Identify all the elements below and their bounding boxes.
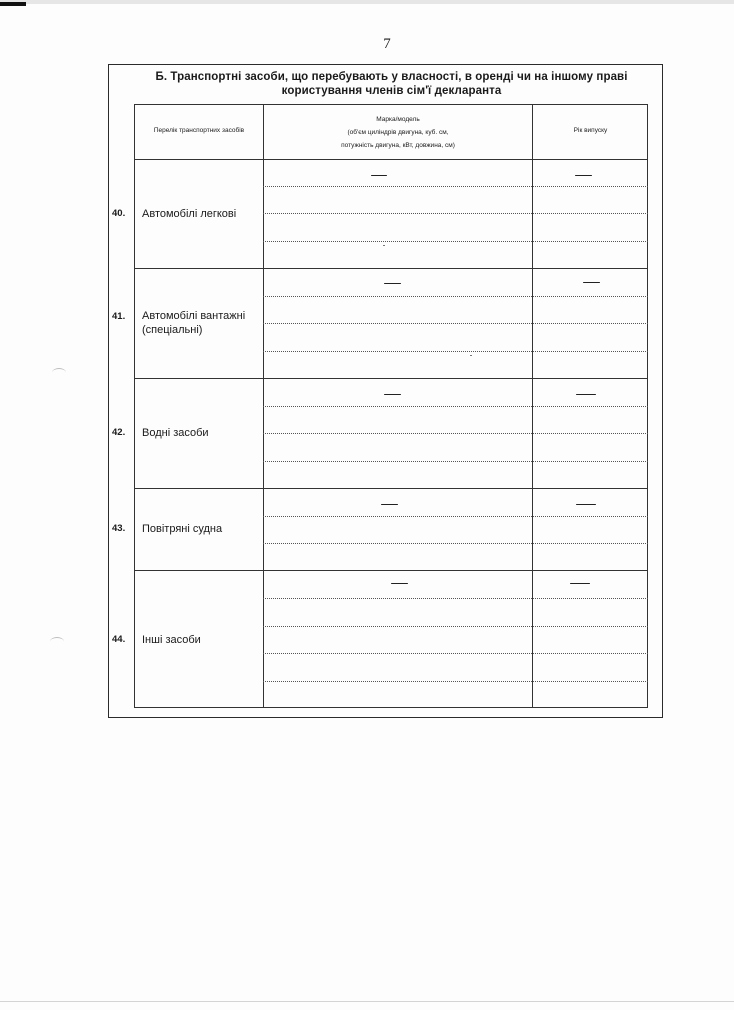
scan-corner-mark bbox=[0, 2, 26, 6]
handwritten-dash-model bbox=[391, 583, 408, 584]
sub-row-line bbox=[263, 626, 648, 627]
sub-row-line bbox=[263, 213, 648, 214]
handwritten-dash-model bbox=[371, 175, 387, 176]
row-number: 42. bbox=[112, 427, 126, 438]
row-label-passenger-cars: Автомобілі легкові bbox=[142, 208, 237, 220]
header-separator bbox=[134, 159, 648, 160]
sub-row-line bbox=[263, 241, 648, 242]
handwritten-dash-year bbox=[575, 175, 592, 176]
handwritten-dash-model bbox=[384, 283, 401, 284]
row-group-separator bbox=[134, 268, 648, 269]
scan-speck bbox=[470, 355, 472, 356]
row-label-trucks-line-1: Автомобілі вантажні bbox=[142, 310, 246, 322]
sub-row-line bbox=[263, 323, 648, 324]
handwritten-dash-year bbox=[583, 282, 600, 283]
header-make-model bbox=[264, 113, 532, 152]
handwritten-dash-year bbox=[576, 394, 596, 395]
section-title bbox=[124, 70, 659, 98]
sub-row-line bbox=[263, 351, 648, 352]
margin-arc-mark bbox=[50, 637, 64, 646]
handwritten-dash-year bbox=[570, 583, 590, 584]
header-list-of-vehicles: Перелік транспортних засобів bbox=[153, 127, 245, 134]
row-label-other-vehicles: Інші засоби bbox=[142, 634, 201, 646]
scan-top-edge bbox=[0, 0, 734, 4]
scan-speck bbox=[383, 245, 385, 246]
row-number: 44. bbox=[112, 634, 126, 645]
scan-bottom-edge bbox=[0, 1001, 734, 1002]
sub-row-line bbox=[263, 653, 648, 654]
header-make-model-line-2: (об'єм циліндрів двигуна, куб. см, bbox=[347, 129, 449, 136]
row-group-separator bbox=[134, 488, 648, 489]
sub-row-line bbox=[263, 681, 648, 682]
section-title-line-2: користування членів сім'ї декларанта bbox=[281, 85, 502, 97]
row-group-separator bbox=[134, 378, 648, 379]
row-number: 43. bbox=[112, 523, 126, 534]
handwritten-dash-model bbox=[381, 504, 398, 505]
row-label-aircraft: Повітряні судна bbox=[142, 523, 223, 535]
handwritten-dash-year bbox=[576, 504, 596, 505]
sub-row-line bbox=[263, 598, 648, 599]
header-make-model-line-1: Марка/модель bbox=[376, 116, 420, 123]
sub-row-line bbox=[263, 406, 648, 407]
row-label-water-vessels: Водні засоби bbox=[142, 427, 209, 439]
margin-arc-mark bbox=[52, 368, 66, 377]
header-make-model-line-3: потужність двигуна, кВт, довжина, см) bbox=[341, 142, 455, 149]
sub-row-line bbox=[263, 543, 648, 544]
row-number: 40. bbox=[112, 208, 126, 219]
sub-row-line bbox=[263, 461, 648, 462]
header-year: Рік випуску bbox=[573, 127, 608, 134]
page-number: 7 bbox=[383, 36, 391, 52]
sub-row-line bbox=[263, 433, 648, 434]
row-number: 41. bbox=[112, 311, 126, 322]
sub-row-line bbox=[263, 516, 648, 517]
sub-row-line bbox=[263, 296, 648, 297]
section-title-line-1: Б. Транспортні засоби, що перебувають у власності, в оренді чи на іншому праві bbox=[155, 71, 628, 83]
row-label-trucks-line-2: (спеціальні) bbox=[142, 324, 203, 336]
sub-row-line bbox=[263, 186, 648, 187]
row-group-separator bbox=[134, 570, 648, 571]
row-label-trucks bbox=[142, 309, 245, 337]
handwritten-dash-model bbox=[384, 394, 401, 395]
